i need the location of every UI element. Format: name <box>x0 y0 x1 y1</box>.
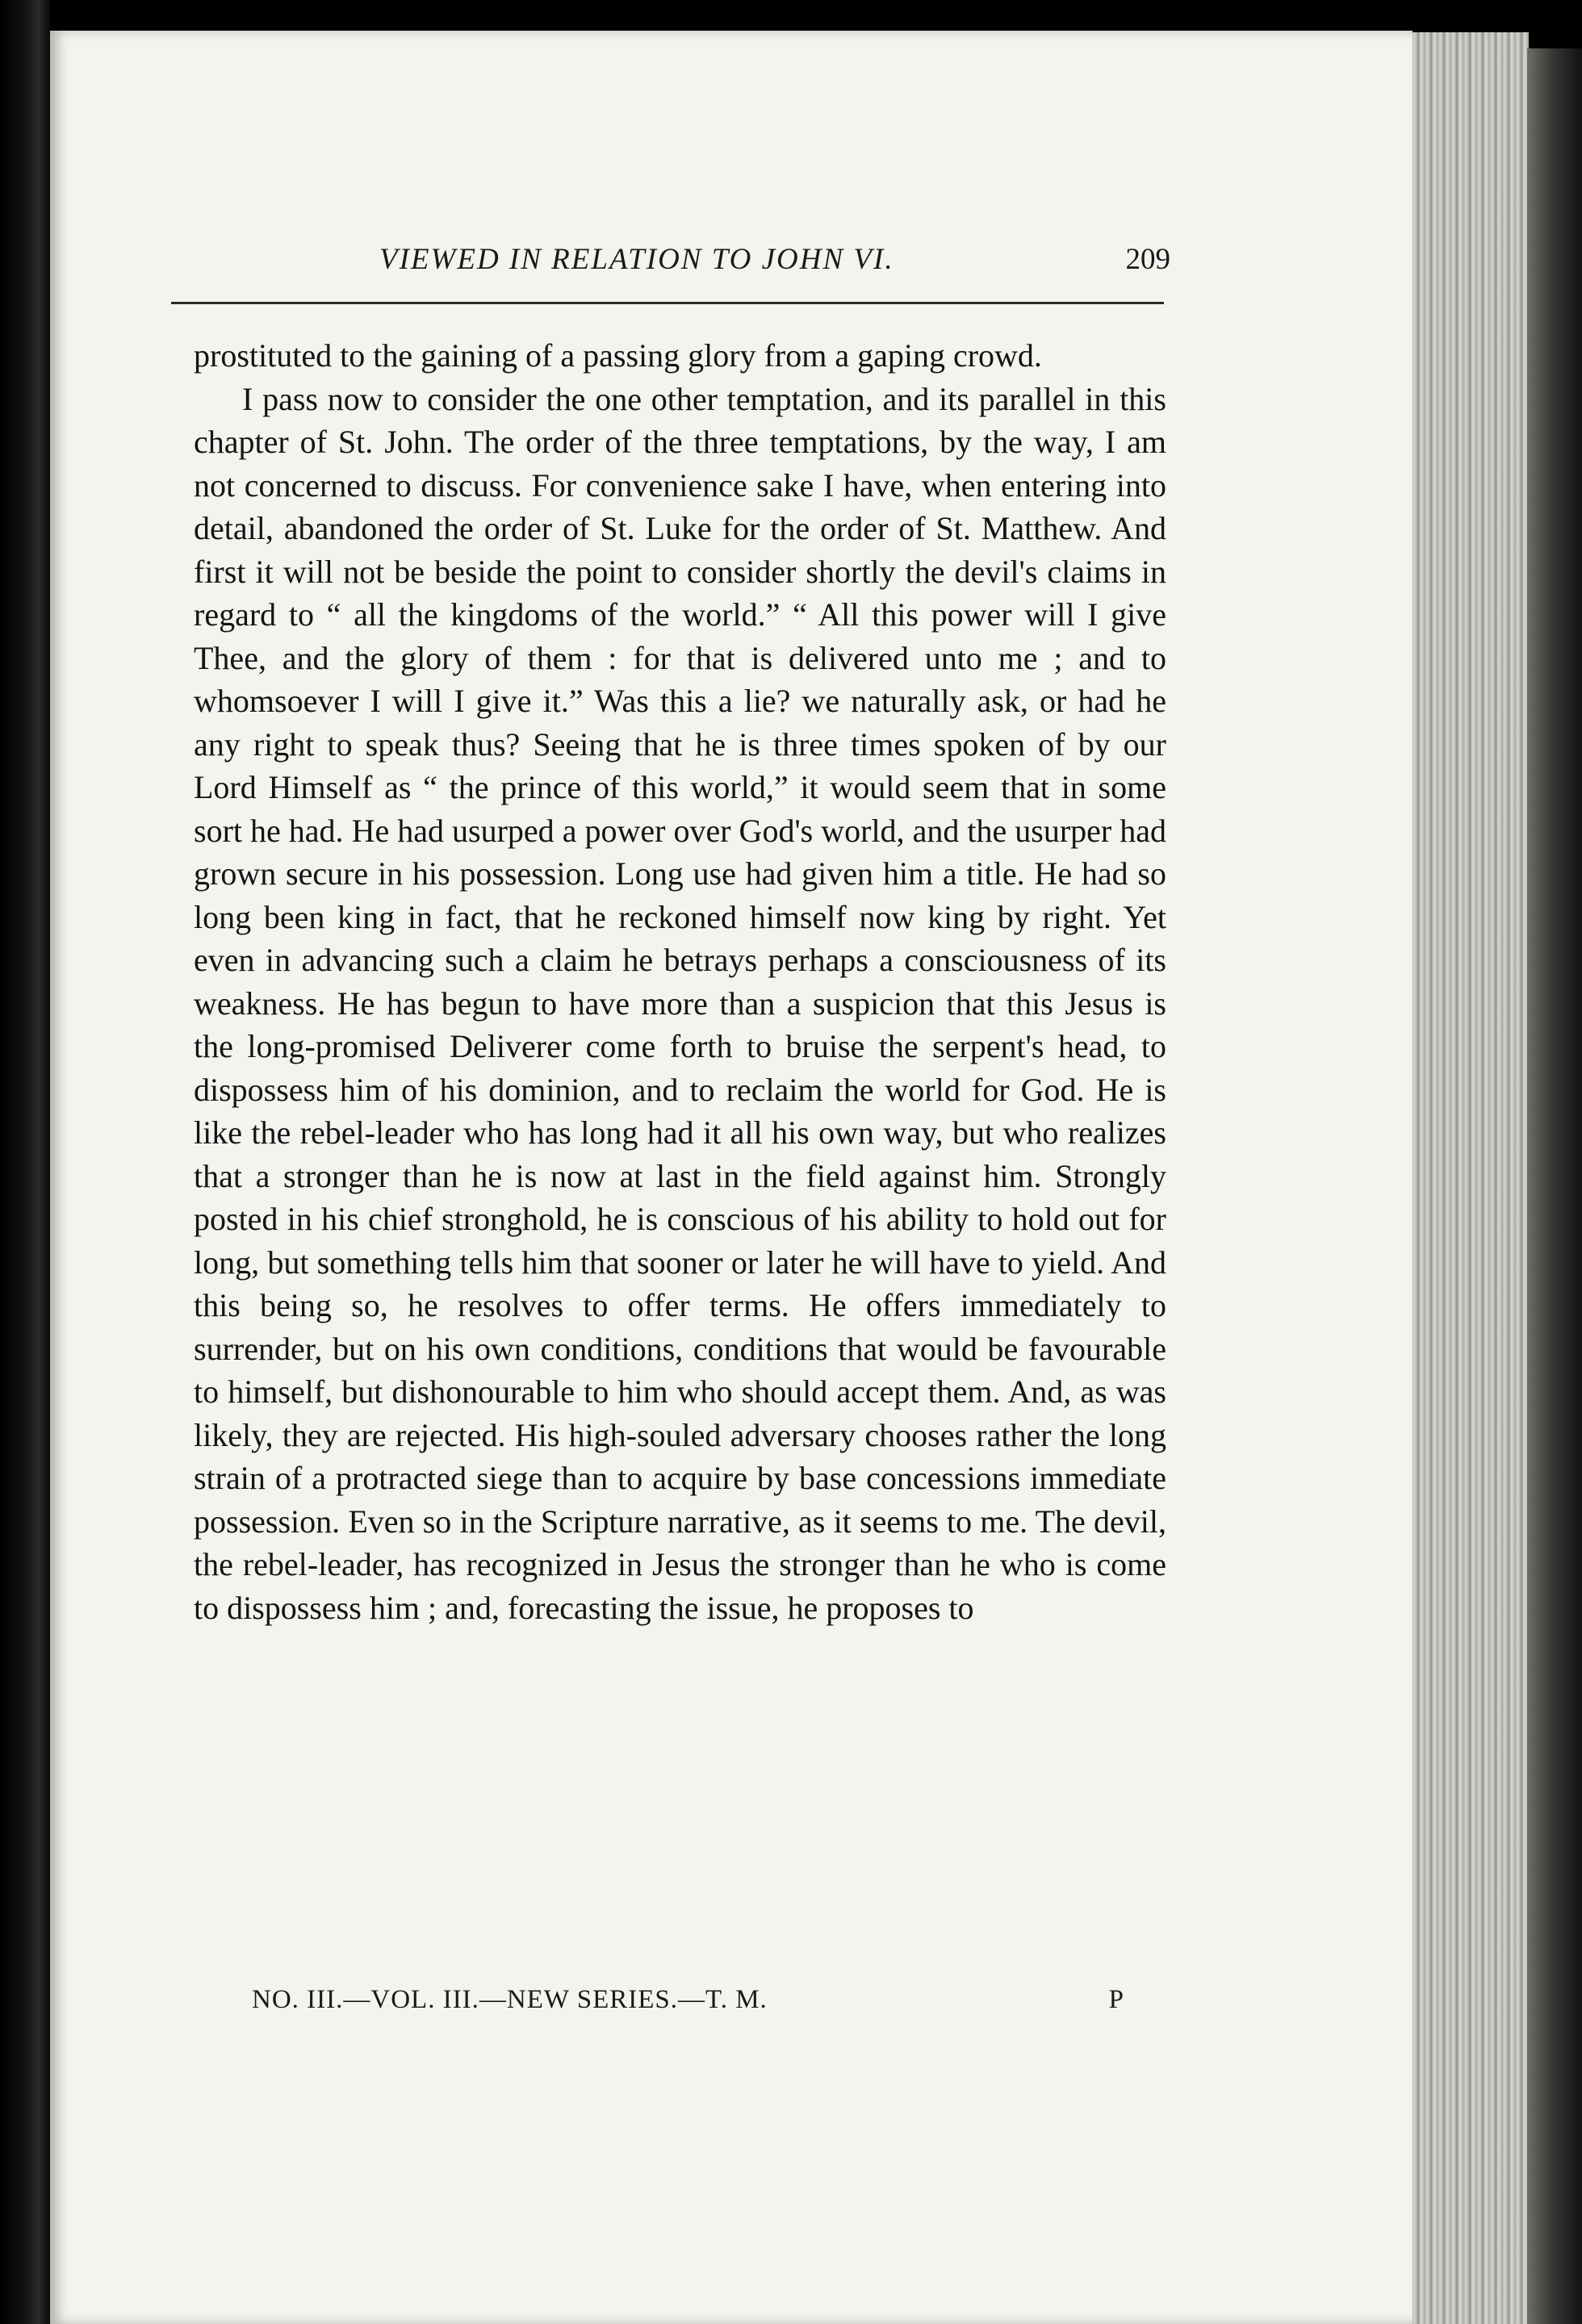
book-binding-left <box>0 0 50 2324</box>
signature-text: NO. III.—VOL. III.—NEW SERIES.—T. M. <box>252 1985 768 2014</box>
page-edges <box>1406 32 1529 2324</box>
signature-mark: P <box>1108 1985 1124 2014</box>
signature-line <box>252 1985 1124 2025</box>
body-text <box>194 334 1166 1629</box>
paragraph: I pass now to consider the one other temptation, and its parallel in this chapter of St. John. The order of the three temptations, by the way, I am not concerned to discuss. For convenience sake I have, when entering into detail, abandoned the order of St. Luke for the order of St. Matthew. And first it will not be beside the point to consider shortly the devil's claims in regard to “ all the kingdoms of the world.” “ All this power will I give Thee, and the glory of them : for that is delivered unto me ; and to whomsoever I will I give it.” Was this a lie? we naturally ask, or had he any right to speak thus? Seeing that he is three times spoken of by our Lord Himself as “ the prince of this world,” it would seem that in some sort he had. He had usurped a power over God's world, and the usurper had grown secure in his possession. Long use had given him a title. He had so long been king in fact, that he reckoned himself now king by right. Yet even in advancing such a claim he betrays perhaps a consciousness of its weakness. He has begun to have more than a suspicion that this Jesus is the long-promised Deliverer come forth to bruise the serpent's head, to dispossess him of his dominion, and to reclaim the world for God. He is like the rebel-leader who has long had it all his own way, but who realizes that a stronger than he is now at last in the field against him. Strongly posted in his chief stronghold, he is conscious of his ability to hold out for long, but something tells him that sooner or later he will have to yield. And this being so, he resolves to offer terms. He offers immediately to surrender, but on his own conditions, conditions that would be favourable to himself, but dishonourable to him who should accept them. And, as was likely, they are rejected. His high-souled adversary chooses rather the long strain of a protracted siege than to acquire by base concessions immediate possession. Even so in the Scripture narrative, as it seems to me. The devil, the rebel-leader, has recognized in Jesus the stronger than he who is come to dispossess him ; and, forecasting the issue, he proposes to <box>194 380 1166 1626</box>
page-number: 209 <box>1125 243 1170 276</box>
book-cover-edge <box>1527 48 1582 2324</box>
running-title: VIEWED IN RELATION TO JOHN VI. <box>379 243 894 276</box>
paragraph: prostituted to the gaining of a passing glory from a gaping crowd. <box>194 337 1042 374</box>
header-rule <box>171 302 1164 304</box>
running-head <box>194 242 1170 290</box>
